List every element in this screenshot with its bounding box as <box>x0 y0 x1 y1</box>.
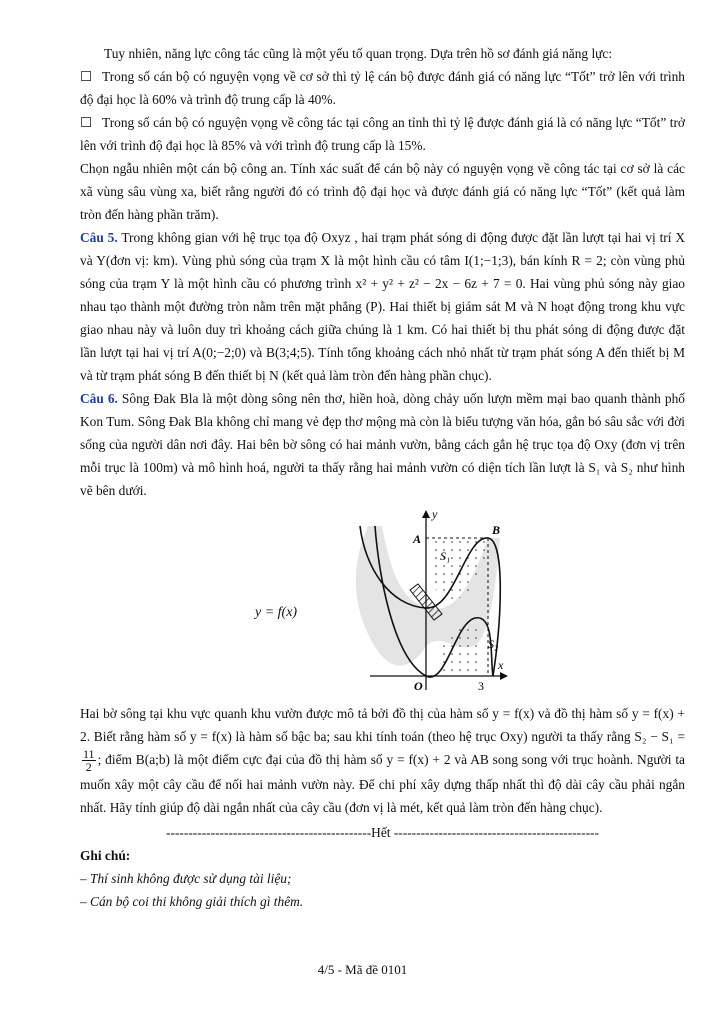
checkbox-icon: ☐ <box>80 115 93 130</box>
bullet-1-text: Trong số cán bộ có nguyện vọng về cơ sở thì tỷ lệ cán bộ được đánh giá có năng lực “Tốt” trở lên với trình độ đại học là 60% và trình độ trung cấp là 40%. <box>80 69 685 107</box>
label-b: B <box>492 523 501 537</box>
label-y: y <box>432 508 438 521</box>
intro-paragraph: Tuy nhiên, năng lực công tác cũng là một yếu tố quan trọng. Dựa trên hồ sơ đánh giá năng lực: <box>104 46 613 61</box>
question-6-after-1: Hai bờ sông tại khu vực quanh khu vườn được mô tả bởi đồ thị của hàm số y = f(x) và đồ thị hàm số y = f(x) + 2. Biết rằng hàm số y = f(x) là hàm số bậc ba; sau khi tính toán (theo hệ trục Oxy) người ta thấy rằng S₂ − S₁ = <box>80 706 685 744</box>
fraction-denominator: 2 <box>85 760 92 775</box>
question-5-label: Câu 5. <box>80 230 118 245</box>
question-6-text: Sông Đak Bla là một dòng sông nên thơ, hiền hoà, dòng chảy uốn lượn mềm mại bao quanh thành phố Kon Tum. Sông Đak Bla không chỉ mang vẻ đẹp thơ mộng mà còn là biểu tượng văn hóa, gắn bó sâu sắc với đời sống của người dân nơi đây. Hai bên bờ sông có hai mảnh vườn, bằng cách gắn hệ trục tọa độ Oxy (đơn vị trên mỗi trục là 100m) và mô hình hoá, người ta thấy rằng hai mảnh vườn có diện tích lần lượt là S₁ và S₂ như hình vẽ bên dưới. <box>80 391 685 498</box>
graph-fx-label: y = f(x) <box>255 605 298 620</box>
label-s2: S₂ <box>488 637 499 651</box>
question-5-text: Trong không gian với hệ trục tọa độ Oxyz , hai trạm phát sóng di động được đặt lần lượt tại hai vị trí X và Y(đơn vị: km). Vùng phủ sóng của trạm X là một hình cầu có tâm I(1;−1;3), bán kính R = 2; còn vùng phủ sóng của trạm Y là một hình cầu có phương trình x² + y² + z² − 2x − 6z + 7 = 0. Hai vùng phủ sóng này giao nhau tạo thành một đường tròn nằm trên mặt phẳng (P). Hai thiết bị giám sát M và N hoạt động trong khu vực giao nhau này và luôn duy trì khoảng cách giữa chúng là 1 km. Có hai thiết bị thu phát sóng di động được đặt lần lượt tại hai vị trí A(0;−2;0) và B(3;4;5). Tính tổng khoảng cách nhỏ nhất từ trạm phát sóng A đến thiết bị M và từ trạm phát sóng B đến thiết bị N (kết quả làm tròn đến hàng phần chục). <box>80 230 685 383</box>
graph-svg <box>250 508 510 698</box>
label-3: 3 <box>478 679 484 693</box>
bullet-item-1 <box>80 65 685 111</box>
question-6-continued <box>80 702 685 819</box>
fraction-numerator: 11 <box>83 747 95 762</box>
question-6-label: Câu 6. <box>80 391 118 406</box>
garden-graph <box>80 508 685 698</box>
question-4-tail: Chọn ngẫu nhiên một cán bộ công an. Tính xác suất để cán bộ này có nguyện vọng về công tác tại cơ sở là các xã vùng sâu vùng xa, biết rằng người đó có trình độ đại học và được đánh giá có năng lực “Tốt” (kết quả làm tròn đến hàng phần trăm). <box>80 161 685 222</box>
exam-page <box>80 42 685 913</box>
label-a: A <box>413 532 422 546</box>
label-x: x <box>498 658 504 672</box>
checkbox-icon: ☐ <box>80 69 93 84</box>
notes-title: Ghi chú: <box>80 848 131 864</box>
bullet-item-2 <box>80 111 685 157</box>
fraction <box>82 748 96 773</box>
question-6 <box>80 387 685 502</box>
notes-line-1: – Thí sinh không được sử dụng tài liệu; <box>80 871 292 887</box>
page-footer: 4/5 - Mã đề 0101 <box>317 962 408 977</box>
notes-line-2: – Cán bộ coi thi không giải thích gì thêm. <box>80 894 304 910</box>
bullet-2-text: Trong số cán bộ có nguyện vọng về công tác tại công an tỉnh thì tỷ lệ được đánh giá là có năng lực “Tốt” trở lên với trình độ đại học là 85% và với trình độ trung cấp là 15%. <box>80 115 685 153</box>
label-s1: S₁ <box>440 549 451 563</box>
label-o: O <box>414 679 423 693</box>
question-6-after-2: ; điểm B(a;b) là một điểm cực đại của đồ thị hàm số y = f(x) + 2 và AB song song với trục hoành. Người ta muốn xây một cây cầu để nối hai mảnh vườn này. Để chi phí xây dựng thấp nhất thì độ dài cây cầu phải ngắn nhất. Hãy tính giúp độ dài ngắn nhất của cây cầu (đơn vị là mét, kết quả làm tròn đến hàng chục). <box>80 752 685 816</box>
question-5 <box>80 226 685 387</box>
end-line: ----------------------------------------------Hết ---------------------------------------------- <box>166 825 599 841</box>
